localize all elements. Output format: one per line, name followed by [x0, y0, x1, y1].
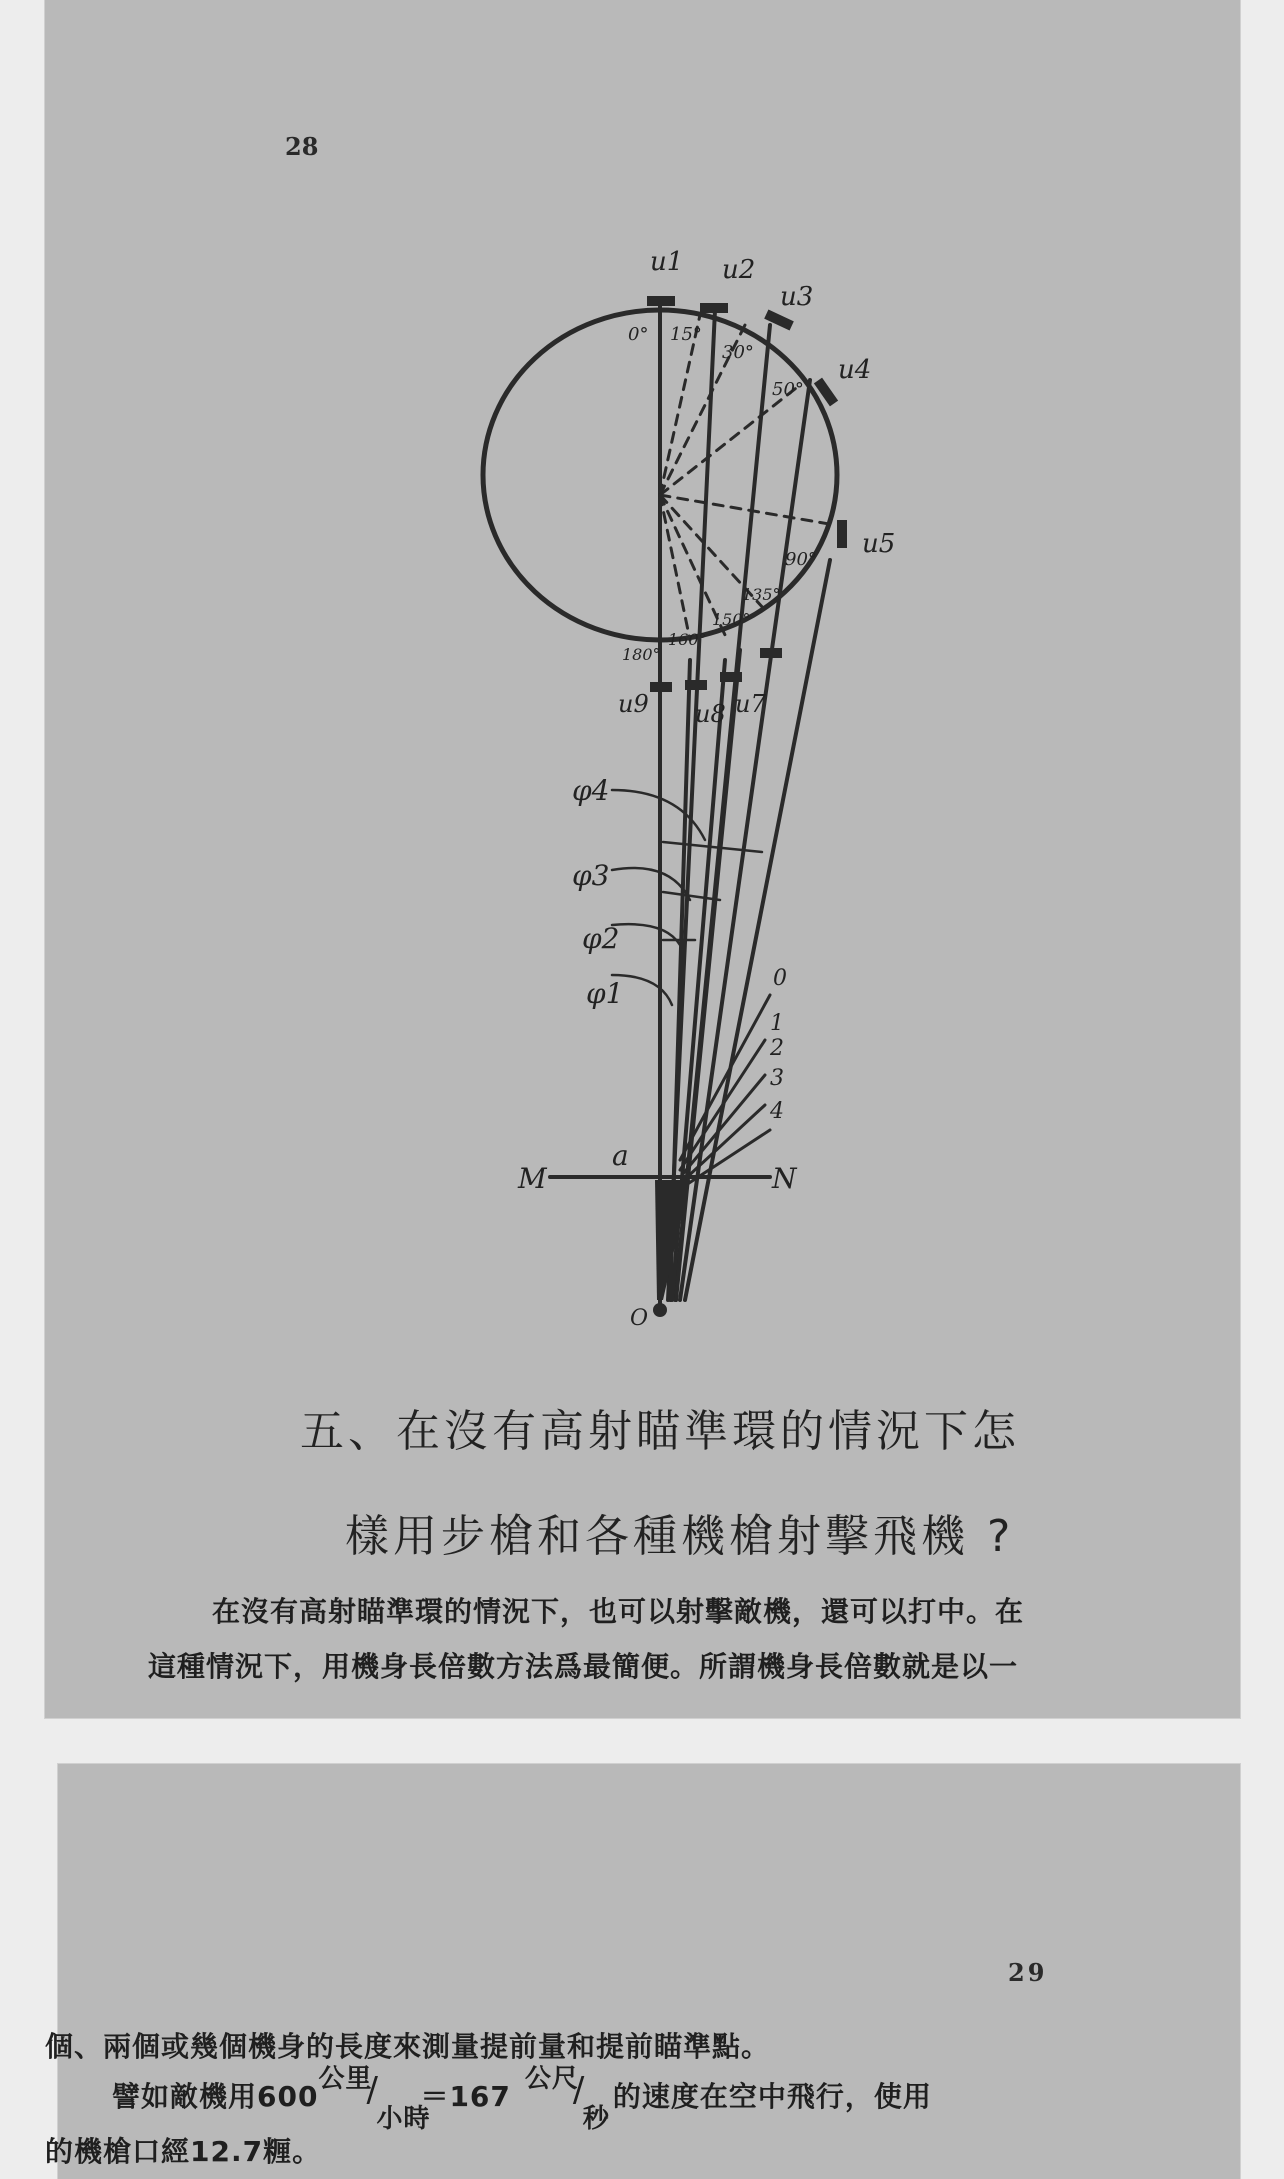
fraction-denominator: 秒 [582, 2104, 610, 2134]
label-a: a [612, 1139, 629, 1172]
section-heading-line2: 樣用步槍和各種機槍射擊飛機 ? [345, 1511, 1015, 1562]
label-phi4: φ4 [572, 774, 610, 807]
paragraph-line: 個、兩個或幾個機身的長度來測量提前量和提前瞄準點。 [45, 2030, 771, 2063]
label-deg160: 160° [668, 630, 707, 649]
fraction-denominator: 小時 [376, 2104, 431, 2134]
label-u5: u5 [862, 529, 896, 559]
label-u8: u8 [695, 700, 726, 728]
paragraph-line: 這種情況下，用機身長倍數方法爲最簡便。所謂機身長倍數就是以一 [148, 1650, 1019, 1683]
label-deg150: 150° [712, 610, 751, 629]
fraction-km-per-hour: 公里 / 小時 [318, 2078, 406, 2118]
label-phi3: φ3 [572, 859, 610, 892]
label-u4: u4 [838, 355, 872, 385]
paragraph-line: 在沒有高射瞄準環的情況下，也可以射擊敵機，還可以打中。在 [212, 1595, 1025, 1628]
fraction-numerator: 公尺 [524, 2064, 579, 2094]
label-deg15: 15° [670, 324, 702, 345]
label-n4: 4 [770, 1099, 784, 1124]
origin-point [653, 1303, 667, 1317]
text-segment: 譬如敵機用600 [112, 2080, 319, 2113]
label-n0: 0 [773, 966, 787, 991]
label-u7: u7 [735, 690, 766, 718]
label-n2: 2 [770, 1036, 784, 1061]
label-phi1: φ1 [586, 977, 624, 1010]
label-n3: 3 [770, 1066, 784, 1091]
section-heading-line1: 五、在沒有高射瞄準環的情況下怎 [300, 1406, 1020, 1457]
label-u2: u2 [722, 255, 756, 285]
label-N: N [772, 1162, 797, 1195]
label-deg50: 50° [772, 379, 804, 400]
label-n1: 1 [770, 1011, 784, 1036]
paragraph-line-with-fractions [112, 2064, 932, 2134]
label-u1: u1 [650, 247, 684, 277]
fraction-numerator: 公里 [318, 2064, 373, 2094]
label-phi2: φ2 [582, 922, 620, 955]
label-u3: u3 [780, 282, 814, 312]
page-number: 29 [1008, 1958, 1048, 1987]
text-segment: 的速度在空中飛行，使用 [612, 2080, 932, 2113]
label-deg30: 30° [722, 342, 754, 363]
label-u9: u9 [618, 690, 649, 718]
page-number: 28 [285, 132, 319, 161]
label-O: O [630, 1306, 649, 1331]
label-deg0: 0° [628, 324, 649, 345]
scan-page-28 [45, 0, 1240, 1718]
sight-ring-diagram [45, 0, 1240, 1380]
fraction-m-per-second: 公尺 / 秒 [525, 2078, 613, 2118]
paragraph-line: 的機槍口經12.7糎。 [45, 2135, 322, 2168]
label-M: M [518, 1162, 547, 1195]
label-deg135: 135° [742, 585, 781, 604]
text-segment: ＝167 [420, 2080, 511, 2113]
label-deg90: 90° [785, 549, 817, 570]
label-deg180: 180° [622, 645, 661, 664]
